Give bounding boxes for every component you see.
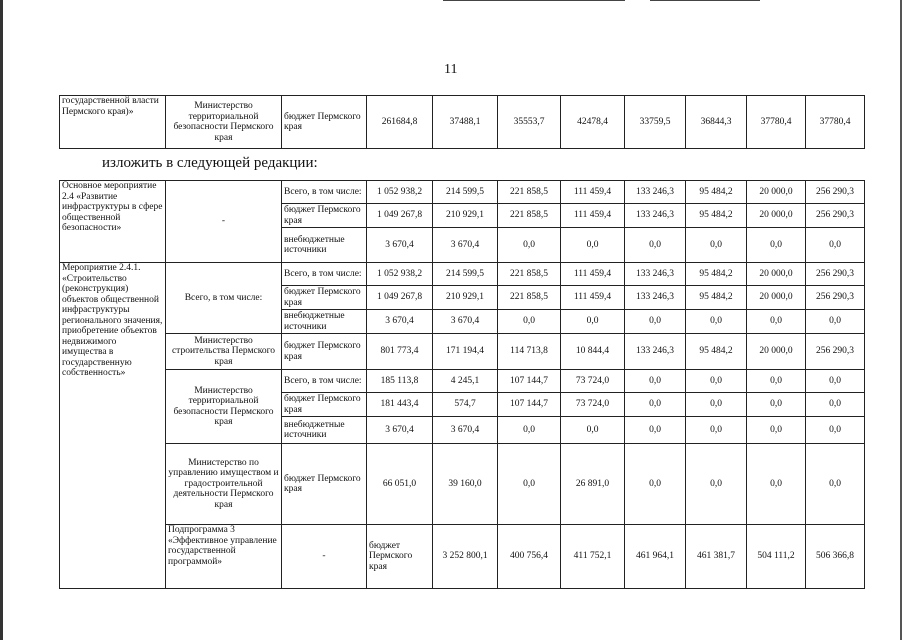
value-cell: 73 724,0 [561, 393, 625, 417]
scan-right-edge [900, 0, 902, 640]
value-cell: 3 670,4 [367, 417, 433, 444]
value-cell: 107 144,7 [498, 393, 561, 417]
value-cell: 0,0 [747, 444, 806, 525]
value-cell: 0,0 [686, 310, 747, 334]
value-cell: 20 000,0 [747, 334, 806, 370]
page-number: 11 [444, 62, 458, 77]
responsible-cell: Министерство по управлению имуществом и градостроительной деятельности Пермского края [166, 444, 282, 525]
program-name-cell: государственной власти Пермского края)» [60, 96, 166, 149]
value-cell: 133 246,3 [625, 263, 686, 286]
value-cell: 400 756,4 [498, 525, 561, 589]
responsible-cell: Министерство строительства Пермского края [166, 334, 282, 370]
value-cell: 20 000,0 [747, 204, 806, 228]
table-row [60, 334, 865, 370]
value-cell: 1 052 938,2 [367, 181, 433, 204]
value-cell: 107 144,7 [498, 370, 561, 393]
value-cell: 0,0 [806, 228, 865, 263]
value-cell: 256 290,3 [806, 181, 865, 204]
value-cell: 261684,8 [367, 96, 433, 149]
source-cell: бюджет Пермского края [282, 393, 367, 417]
value-cell: 0,0 [498, 310, 561, 334]
table-row [60, 96, 865, 149]
value-cell: 95 484,2 [686, 204, 747, 228]
value-cell: 185 113,8 [367, 370, 433, 393]
value-cell: 10 844,4 [561, 334, 625, 370]
value-cell: 66 051,0 [367, 444, 433, 525]
top-rule-2 [650, 0, 760, 1]
value-cell: 73 724,0 [561, 370, 625, 393]
value-cell: 3 670,4 [367, 310, 433, 334]
source-cell: внебюджетные источники [282, 310, 367, 334]
value-cell: 0,0 [747, 417, 806, 444]
value-cell: 461 964,1 [625, 525, 686, 589]
value-cell: 0,0 [686, 228, 747, 263]
value-cell: 0,0 [625, 228, 686, 263]
source-cell: бюджет Пермского края [282, 334, 367, 370]
value-cell: 133 246,3 [625, 286, 686, 310]
value-cell: 210 929,1 [433, 204, 498, 228]
value-cell: 42478,4 [561, 96, 625, 149]
value-cell: 0,0 [498, 444, 561, 525]
value-cell: 0,0 [498, 228, 561, 263]
value-cell: 37780,4 [747, 96, 806, 149]
value-cell: 221 858,5 [498, 204, 561, 228]
source-cell: бюджет Пермского края [367, 525, 433, 589]
source-cell: внебюджетные источники [282, 228, 367, 263]
value-cell: 3 670,4 [433, 228, 498, 263]
value-cell: 214 599,5 [433, 263, 498, 286]
value-cell: 3 670,4 [367, 228, 433, 263]
value-cell: 0,0 [625, 370, 686, 393]
value-cell: 95 484,2 [686, 286, 747, 310]
section-heading: изложить в следующей редакции: [102, 155, 318, 171]
value-cell: 221 858,5 [498, 286, 561, 310]
value-cell: 20 000,0 [747, 263, 806, 286]
responsible-cell: - [166, 181, 282, 263]
value-cell: 37780,4 [806, 96, 865, 149]
value-cell: 256 290,3 [806, 334, 865, 370]
value-cell: 114 713,8 [498, 334, 561, 370]
value-cell: 133 246,3 [625, 334, 686, 370]
source-cell: бюджет Пермского края [282, 204, 367, 228]
value-cell: 3 252 800,1 [433, 525, 498, 589]
event-2-4-name-cell: Основное мероприятие 2.4 «Развитие инфраструктуры в сфере общественной безопасности» [60, 181, 166, 263]
value-cell: 214 599,5 [433, 181, 498, 204]
value-cell: 1 052 938,2 [367, 263, 433, 286]
subprogram-3-name-cell: Подпрограмма 3 «Эффективное управление государственной программой» [166, 525, 282, 589]
value-cell: 1 049 267,8 [367, 204, 433, 228]
value-cell: 256 290,3 [806, 263, 865, 286]
table-row [60, 370, 865, 393]
value-cell: 95 484,2 [686, 334, 747, 370]
value-cell: 181 443,4 [367, 393, 433, 417]
value-cell: 111 459,4 [561, 204, 625, 228]
top-rule-1 [443, 0, 625, 1]
value-cell: 574,7 [433, 393, 498, 417]
responsible-cell: Всего, в том числе: [166, 263, 282, 334]
value-cell: 0,0 [498, 417, 561, 444]
responsible-cell: Министерство территориальной безопасности Пермского края [166, 370, 282, 444]
responsible-cell: Министерство территориальной безопасности Пермского края [166, 96, 282, 149]
responsible-cell: - [282, 525, 367, 589]
value-cell: 0,0 [806, 393, 865, 417]
value-cell: 133 246,3 [625, 204, 686, 228]
value-cell: 0,0 [561, 228, 625, 263]
value-cell: 39 160,0 [433, 444, 498, 525]
value-cell: 0,0 [806, 417, 865, 444]
value-cell: 221 858,5 [498, 181, 561, 204]
value-cell: 0,0 [747, 310, 806, 334]
value-cell: 4 245,1 [433, 370, 498, 393]
value-cell: 95 484,2 [686, 263, 747, 286]
source-cell: внебюджетные источники [282, 417, 367, 444]
value-cell: 504 111,2 [747, 525, 806, 589]
event-2-4-1-name-cell: Мероприятие 2.4.1. «Строительство (реконструкция) объектов общественной инфраструктуры регионального значения, приобретение объектов недвижимого имущества в государственную собственность» [60, 263, 166, 589]
previous-table-fragment [59, 95, 865, 149]
value-cell: 3 670,4 [433, 417, 498, 444]
value-cell: 95 484,2 [686, 181, 747, 204]
value-cell: 111 459,4 [561, 286, 625, 310]
table-row [60, 181, 865, 204]
value-cell: 20 000,0 [747, 286, 806, 310]
source-cell: бюджет Пермского края [282, 96, 367, 149]
value-cell: 35553,7 [498, 96, 561, 149]
scan-left-edge [0, 0, 3, 640]
source-cell: бюджет Пермского края [282, 286, 367, 310]
source-cell: Всего, в том числе: [282, 263, 367, 286]
value-cell: 0,0 [747, 393, 806, 417]
value-cell: 0,0 [561, 310, 625, 334]
table-row [60, 444, 865, 525]
source-cell: бюджет Пермского края [282, 444, 367, 525]
value-cell: 33759,5 [625, 96, 686, 149]
value-cell: 0,0 [625, 310, 686, 334]
value-cell: 37488,1 [433, 96, 498, 149]
source-cell: Всего, в том числе: [282, 370, 367, 393]
value-cell: 0,0 [686, 417, 747, 444]
value-cell: 221 858,5 [498, 263, 561, 286]
value-cell: 0,0 [806, 310, 865, 334]
value-cell: 411 752,1 [561, 525, 625, 589]
value-cell: 506 366,8 [806, 525, 865, 589]
value-cell: 0,0 [686, 444, 747, 525]
value-cell: 461 381,7 [686, 525, 747, 589]
value-cell: 0,0 [686, 370, 747, 393]
value-cell: 1 049 267,8 [367, 286, 433, 310]
value-cell: 210 929,1 [433, 286, 498, 310]
value-cell: 133 246,3 [625, 181, 686, 204]
value-cell: 0,0 [806, 444, 865, 525]
value-cell: 26 891,0 [561, 444, 625, 525]
value-cell: 0,0 [686, 393, 747, 417]
table-row [60, 263, 865, 286]
value-cell: 3 670,4 [433, 310, 498, 334]
value-cell: 0,0 [625, 393, 686, 417]
source-cell: Всего, в том числе: [282, 181, 367, 204]
table-row [60, 525, 865, 589]
program-funding-table [59, 180, 865, 589]
value-cell: 111 459,4 [561, 181, 625, 204]
value-cell: 0,0 [747, 228, 806, 263]
value-cell: 0,0 [747, 370, 806, 393]
value-cell: 256 290,3 [806, 286, 865, 310]
value-cell: 36844,3 [686, 96, 747, 149]
value-cell: 20 000,0 [747, 181, 806, 204]
value-cell: 0,0 [625, 417, 686, 444]
value-cell: 0,0 [625, 444, 686, 525]
value-cell: 0,0 [561, 417, 625, 444]
value-cell: 256 290,3 [806, 204, 865, 228]
value-cell: 801 773,4 [367, 334, 433, 370]
value-cell: 0,0 [806, 370, 865, 393]
value-cell: 111 459,4 [561, 263, 625, 286]
value-cell: 171 194,4 [433, 334, 498, 370]
